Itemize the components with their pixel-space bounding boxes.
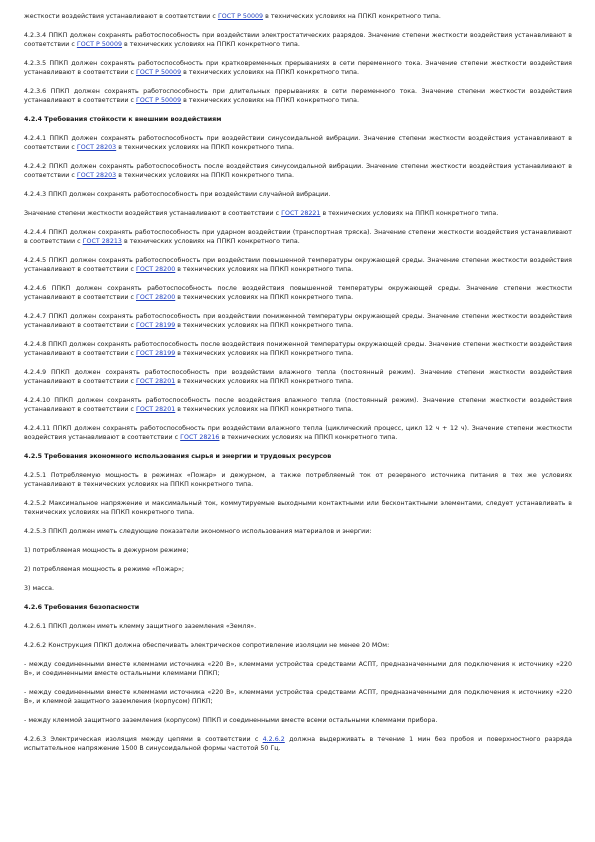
paragraph (24, 546, 572, 555)
paragraph (24, 162, 572, 180)
paragraph (24, 59, 572, 77)
standard-reference-link[interactable]: ГОСТ 28213 (82, 238, 122, 245)
paragraph-text: в технических условиях на ППКП конкретного типа. (121, 238, 300, 245)
paragraph-text: 4.2.4.10 ППКП должен сохранять работоспособность после воздействия влажного тепла (постоянный режим). Значение степени жесткости воздействия устанавливают в соответствии с (24, 397, 572, 413)
paragraph-text: в технических условиях на ППКП конкретного типа. (175, 266, 354, 273)
standard-reference-link[interactable]: ГОСТ 28200 (135, 266, 176, 273)
paragraph-text: - между клеммой защитного заземления (корпусом) ППКП и соединенными вместе всеми остальными клеммами прибора. (24, 717, 438, 724)
paragraph (24, 660, 572, 678)
paragraph (24, 396, 572, 414)
section-heading (24, 115, 572, 124)
paragraph-text: 4.2.4.9 ППКП должен сохранять работоспособность при воздействии влажного тепла (постоянный режим). Значение степени жесткости воздействия устанавливают в соответствии с (24, 369, 572, 385)
paragraph (24, 31, 572, 49)
paragraph-text: должна выдерживать в течение 1 мин без пробоя и поверхностного разряда испытательное напряжение 1500 В синусоидальной формы частотой 50 Гц. (24, 736, 572, 752)
paragraph (24, 688, 572, 706)
paragraph-text: 4.2.6.2 Конструкция ППКП должна обеспечивать электрическое сопротивление изоляции не менее 20 МОм: (24, 642, 390, 649)
standard-reference-link[interactable]: ГОСТ Р 50009 (76, 41, 123, 48)
paragraph-text: 4.2.4.3 ППКП должен сохранять работоспособность при воздействии случайной вибрации. (24, 191, 331, 198)
paragraph-text: 4.2.3.6 ППКП должен сохранять работоспособность при длительных прерываниях в сети переменного тока. Значение степени жесткости воздействия устанавливают в соответствии с (24, 88, 572, 104)
paragraph (24, 499, 572, 517)
paragraph-text: в технических условиях на ППКП конкретного типа. (122, 41, 300, 48)
paragraph-text: в технических условиях на ППКП конкретного типа. (175, 406, 354, 413)
paragraph (24, 256, 572, 274)
paragraph-text: в технических условиях на ППКП конкретного типа. (175, 350, 354, 357)
paragraph (24, 209, 572, 218)
standard-reference-link[interactable]: ГОСТ 28216 (180, 434, 220, 441)
paragraph-text: - между соединенными вместе клеммами источника «220 В», клеммами устройства средствами АСПТ, предназначенными для подключения к источнику «220 В», и клеммой защитного заземления (корпусом) ППКП; (24, 689, 572, 705)
paragraph-text: 4.2.4.7 ППКП должен сохранять работоспособность при воздействии пониженной температуры окружающей среды. Значение степени жесткости воздействия устанавливают в соответствии с (24, 313, 572, 329)
paragraph-text: в технических условиях на ППКП конкретного типа. (263, 13, 441, 20)
paragraph (24, 134, 572, 152)
paragraph-text: Значение степени жесткости воздействия устанавливают в соответствии с (24, 210, 282, 217)
paragraph-text: в технических условиях на ППКП конкретного типа. (116, 144, 295, 151)
standard-reference-link[interactable]: ГОСТ Р 50009 (217, 13, 264, 20)
paragraph-text: 4.2.4.1 ППКП должен сохранять работоспособность при воздействии синусоидальной вибрации. Значение степени жесткости воздействия устанавливают в соответствии с (24, 135, 572, 151)
paragraph (24, 565, 572, 574)
paragraph-text: 4.2.5.1 Потребляемую мощность в режимах «Пожар» и дежурном, а также потребляемый ток от резервного источника питания в тех же условиях устанавливают в технических условиях на ППКП конкретного типа. (24, 472, 572, 488)
standard-reference-link[interactable]: ГОСТ 28199 (135, 350, 176, 357)
paragraph-text: 4.2.3.4 ППКП должен сохранять работоспособность при воздействии электростатических разрядов. Значение степени жесткости воздействия устанавливают в соответствии с (24, 32, 572, 48)
paragraph-text: в технических условиях на ППКП конкретного типа. (175, 294, 354, 301)
paragraph-text: 4.2.4.2 ППКП должен сохранять работоспособность после воздействия синусоидальной вибрации. Значение степени жесткости воздействия устанавливают в соответствии с (24, 163, 572, 179)
paragraph (24, 190, 572, 199)
section-heading (24, 603, 572, 612)
paragraph-text: 2) потребляемая мощность в режиме «Пожар»; (24, 566, 185, 573)
paragraph (24, 641, 572, 650)
standard-reference-link[interactable]: 4.2.6.2 (262, 736, 285, 743)
paragraph-text: в технических условиях на ППКП конкретного типа. (320, 210, 499, 217)
standard-reference-link[interactable]: ГОСТ 28201 (135, 378, 176, 385)
paragraph (24, 312, 572, 330)
standard-reference-link[interactable]: ГОСТ Р 50009 (135, 97, 182, 104)
section-heading (24, 452, 572, 461)
paragraph-text: 4.2.4.8 ППКП должен сохранять работоспособность после воздействия пониженной температуры окружающей среды. Значение степени жесткости воздействия устанавливают в соответствии с (24, 341, 572, 357)
paragraph (24, 424, 572, 442)
paragraph-text: - между соединенными вместе клеммами источника «220 В», клеммами устройства средствами АСПТ, предназначенными для подключения к источнику «220 В», и соединенными вместе остальными клеммами ППКП; (24, 661, 572, 677)
paragraph-text: 4.2.5 Требования экономного использования сырья и энергии и трудовых ресурсов (24, 453, 332, 460)
standard-reference-link[interactable]: ГОСТ 28203 (76, 172, 117, 179)
standard-reference-link[interactable]: ГОСТ 28199 (135, 322, 176, 329)
paragraph (24, 527, 572, 536)
paragraph-text: 4.2.6 Требования безопасности (24, 604, 140, 611)
paragraph (24, 340, 572, 358)
paragraph-text: в технических условиях на ППКП конкретного типа. (175, 378, 354, 385)
standard-reference-link[interactable]: ГОСТ 28201 (135, 406, 176, 413)
paragraph (24, 716, 572, 725)
paragraph-text: 4.2.6.3 Электрическая изоляция между цепями в соответствии с (24, 736, 263, 743)
paragraph-text: 3) масса. (24, 585, 55, 592)
paragraph (24, 735, 572, 753)
document-page (24, 12, 572, 763)
paragraph-text: жесткости воздействия устанавливают в соответствии с (24, 13, 218, 20)
paragraph-text: в технических условиях на ППКП конкретного типа. (175, 322, 354, 329)
standard-reference-link[interactable]: ГОСТ 28221 (281, 210, 321, 217)
paragraph (24, 368, 572, 386)
paragraph-text: 4.2.4.6 ППКП должен сохранять работоспособность после воздействия повышенной температуры окружающей среды. Значение степени жесткости устанавливают в соответствии с (24, 285, 572, 301)
paragraph (24, 12, 572, 21)
paragraph (24, 228, 572, 246)
paragraph (24, 284, 572, 302)
paragraph-text: 4.2.4.11 ППКП должен сохранять работоспособность при воздействии влажного тепла (циклический процесс, цикл 12 ч + 12 ч). Значение степени жесткости воздействия устанавливают в соответствии с (24, 425, 572, 441)
paragraph-text: 4.2.6.1 ППКП должен иметь клемму защитного заземления «Земля». (24, 623, 257, 630)
paragraph (24, 87, 572, 105)
paragraph (24, 622, 572, 631)
paragraph-text: в технических условиях на ППКП конкретного типа. (181, 97, 359, 104)
paragraph-text: 1) потребляемая мощность в дежурном режиме; (24, 547, 189, 554)
paragraph-text: 4.2.4.5 ППКП должен сохранять работоспособность при воздействии повышенной температуры окружающей среды. Значение степени жесткости воздействия устанавливают в соответствии с (24, 257, 572, 273)
paragraph-text: в технических условиях на ППКП конкретного типа. (116, 172, 295, 179)
standard-reference-link[interactable]: ГОСТ Р 50009 (135, 69, 182, 76)
paragraph (24, 584, 572, 593)
paragraph-text: 4.2.4 Требования стойкости к внешним воздействиям (24, 116, 222, 123)
standard-reference-link[interactable]: ГОСТ 28200 (135, 294, 176, 301)
paragraph-text: 4.2.5.2 Максимальное напряжение и максимальный ток, коммутируемые выходными контактными или бесконтактными элементами, следует устанавливать в технических условиях на ППКП конкретного типа. (24, 500, 572, 516)
paragraph-text: 4.2.4.4 ППКП должен сохранять работоспособность при ударном воздействии (транспортная тряска). Значение степени жесткости воздействия устанавливают в соответствии с (24, 229, 572, 245)
paragraph-text: в технических условиях на ППКП конкретного типа. (181, 69, 359, 76)
paragraph-text: в технических условиях на ППКП конкретного типа. (219, 434, 398, 441)
standard-reference-link[interactable]: ГОСТ 28203 (76, 144, 117, 151)
paragraph (24, 471, 572, 489)
paragraph-text: 4.2.3.5 ППКП должен сохранять работоспособность при кратковременных прерываниях в сети переменного тока. Значение степени жесткости воздействия устанавливают в соответствии с (24, 60, 572, 76)
paragraph-text: 4.2.5.3 ППКП должен иметь следующие показатели экономного использования материалов и энергии: (24, 528, 372, 535)
